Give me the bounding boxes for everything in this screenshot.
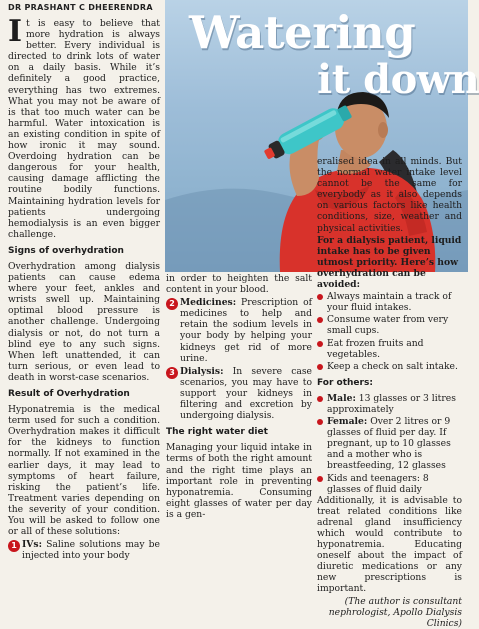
- bullet-icon: [317, 341, 323, 347]
- solution-title: IVs:: [22, 539, 42, 551]
- signs-paragraph: Overhydration among dialysis patients can cause edema where your feet, ankles and wrists swell up. Maintaining optimal blood pressure is another challenge. Undergoing dialysis or not, do not turn a blind eye to any such signs. When left unattended, it can turn serious, or even lead to death in worst-case scenarios.: [8, 260, 160, 383]
- list-item: [317, 393, 462, 415]
- closing-paragraph: Additionally, it is advisable to treat related conditions like adrenal gland insufficiency which would contribute to hyponatremia. Educating oneself about the impact of diuretic medications or any new prescriptions is important.: [317, 494, 462, 595]
- continued-text: eralised idea in all minds. But the normal water intake level cannot be the same for everybody as it also depends on various factors like health conditions, size, weather and physical activities.: [317, 156, 462, 234]
- headline-line-2: it down: [317, 56, 479, 103]
- list-item-text: Eat frozen fruits and vegetables.: [327, 337, 424, 360]
- headline: [165, 0, 479, 110]
- article-column-1: [8, 14, 160, 562]
- number-badge: 3: [166, 367, 178, 379]
- list-item-text: Always maintain a track of your fluid intakes.: [327, 291, 452, 314]
- list-item: [317, 291, 462, 313]
- list-item: [317, 361, 462, 372]
- intro-paragraph: [8, 14, 160, 240]
- list-item-text: Over 2 litres or 9 glasses of fluid per day. If pregnant, up to 10 glasses and a mother who is breastfeeding, 12 glasses: [327, 416, 451, 472]
- author-credit: (The author is consultant nephrologist, Apollo Dialysis Clinics): [328, 595, 462, 629]
- result-paragraph: Hyponatremia is the medical term used for such a condition. Overhydration makes it difficult for the kidneys to function normally. If not examined in the earlier days, it may lead to symptoms of heart failure, risking the patient’s life. Treatment varies depending on the severity of your condition. You will be asked to follow one or all of these solutions:: [8, 404, 160, 538]
- list-item-label: Female:: [327, 416, 368, 428]
- list-item: [317, 416, 462, 471]
- solution-item-dialysis: [166, 366, 312, 421]
- water-diet-paragraph: Managing your liquid intake in terms of both the right amount and the right time plays an important role in preventing hyponatremia. Consuming eight glasses of water per day is a gen-: [166, 442, 312, 520]
- bullet-icon: [317, 419, 323, 425]
- solution-title: Medicines:: [180, 297, 237, 309]
- intro-text: t is easy to believe that more hydration is always better. Every individual is directed to drink lots of water on a daily basis. While it’s definitely a good practice, everything has two extremes. What you may not be aware of is that too much water can be harmful. Water intoxication is an existing condition in spite of how ironic it may sound. Overdoing hydration can be dangerous for your health, causing damage afflicting the routine bodily functions. Maintaining hydration levels for patients undergoing hemodialysis is an even bigger challenge.: [8, 18, 160, 240]
- dialysis-lead: For a dialysis patient, liquid intake has to be given utmost priority. Here’s how overhydration can be avoided:: [317, 234, 462, 291]
- list-item: [317, 314, 462, 336]
- list-item-text: Kids and teenagers: 8 glasses of fluid daily: [327, 472, 429, 495]
- list-item-label: Male:: [327, 392, 356, 404]
- solution-item-medicines: [166, 297, 312, 364]
- solution-text: Saline solutions may be injected into your body: [22, 539, 160, 562]
- list-item: [317, 338, 462, 360]
- article-column-3: [317, 156, 462, 629]
- others-list: [317, 393, 462, 495]
- continued-text: in order to heighten the salt content in your blood.: [166, 273, 312, 296]
- list-item-text: Consume water from very small cups.: [327, 314, 449, 337]
- byline: DR PRASHANT C DHEERENDRA: [8, 3, 153, 12]
- subheading-others: For others:: [317, 377, 373, 388]
- bullet-icon: [317, 396, 323, 402]
- bullet-icon: [317, 476, 323, 482]
- subheading-result: Result of Overhydration: [8, 389, 130, 399]
- subheading-water-diet: The right water diet: [166, 427, 268, 438]
- bullet-icon: [317, 317, 323, 323]
- list-item-text: Keep a check on salt intake.: [327, 360, 458, 372]
- headline-line-1: Watering: [189, 6, 416, 59]
- list-item-text: 13 glasses or 3 litres approximately: [327, 392, 456, 415]
- solution-text: Prescription of medicines to help and retain the sodium levels in your body by helping your kidneys get rid of more urine.: [180, 297, 312, 364]
- subheading-signs: Signs of overhydration: [8, 245, 124, 256]
- number-badge: 2: [166, 298, 178, 310]
- solution-item-ivs: [8, 539, 160, 561]
- list-item: [317, 473, 462, 495]
- drop-cap: I: [8, 14, 23, 49]
- article-column-2: [166, 273, 312, 520]
- bullet-icon: [317, 294, 323, 300]
- solution-text: In severe case scenarios, you may have to support your kidneys in filtering and excretion by undergoing dialysis.: [180, 365, 312, 422]
- solution-title: Dialysis:: [180, 365, 224, 377]
- number-badge: 1: [8, 540, 20, 552]
- bullet-icon: [317, 364, 323, 370]
- dialysis-tips-list: [317, 291, 462, 372]
